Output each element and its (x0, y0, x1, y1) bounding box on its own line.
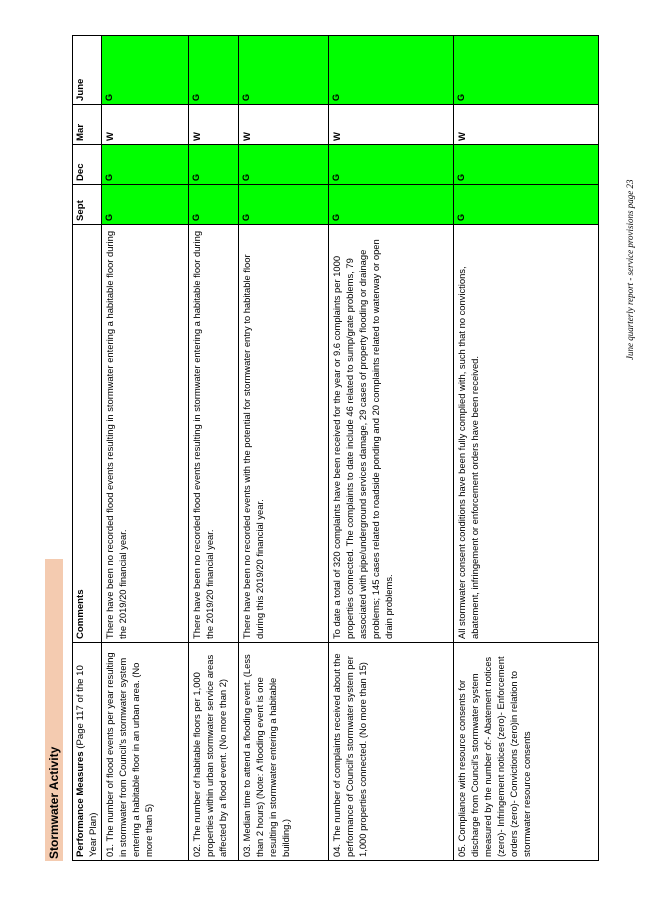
header-measure-sub: (Page 117 of the 10 Year Plan) (75, 665, 99, 857)
measure-cell: 04. The number of complaints received about the performance of Council's stormwater system per 1,000 properties connected. (No more than 15) (329, 643, 454, 861)
status-dec: G (102, 145, 189, 185)
status-mar: W (189, 105, 239, 145)
table-row (102, 36, 189, 861)
status-mar: W (239, 105, 329, 145)
status-sept: G (189, 185, 239, 225)
status-sept: G (102, 185, 189, 225)
status-dec: G (239, 145, 329, 185)
status-dec: G (454, 145, 599, 185)
header-comments: Comments (73, 225, 102, 643)
table-header-row (73, 36, 102, 861)
comment-cell: There have been no recorded flood events resulting in stormwater entering a habitable floor during the 2019/20 financial year. (189, 225, 239, 643)
table-row (454, 36, 599, 861)
header-sept: Sept (73, 185, 102, 225)
header-measure (73, 643, 102, 861)
status-june: G (102, 36, 189, 105)
table-row (239, 36, 329, 861)
status-mar: W (329, 105, 454, 145)
measure-cell: 01. The number of flood events per year resulting in stormwater from Council's stormwater system entering a habitable floor in an urban area. (No more than 5) (102, 643, 189, 861)
comment-cell: There have been no recorded events with the potential for stormwater entry to habitable floor during this 2019/20 financial year. (239, 225, 329, 643)
table-row (189, 36, 239, 861)
comment-cell: There have been no recorded flood events resulting in stormwater entering a habitable floor during the 2019/20 financial year. (102, 225, 189, 643)
measure-cell: 05. Compliance with resource consents for discharge from Council's stormwater system measured by the number of:- Abatement notices (zero)- Infringement notices (zero)- Enforcement orders (zero)- Convictions (zero)in relation to stormwater resource consents (454, 643, 599, 861)
header-june: June (73, 36, 102, 105)
header-measure-label: Performance Measures (75, 751, 86, 857)
measure-cell: 02. The number of habitable floors per 1,000 properties within urban stormwater service areas affected by a flood event. (No more than 2) (189, 643, 239, 861)
status-mar: W (454, 105, 599, 145)
status-june: G (329, 36, 454, 105)
comment-cell: To date a total of 320 complaints have been received for the year or 9.6 complaints per 1000 properties connected. The complaints to date include 46 related to sump/grate problems, 79 associated with pipe/underground services damage, 29 cases of property flooding or drainage problems; 145 cases related to roadside ponding and 20 complaints related to waterway or open drain problems. (329, 225, 454, 643)
comment-cell: All stormwater consent conditions have been fully complied with, such that no convictions, abatement, infringement or enforcement orders have been received. (454, 225, 599, 643)
status-mar: W (102, 105, 189, 145)
table-row (329, 36, 454, 861)
performance-table (72, 35, 599, 861)
status-dec: G (189, 145, 239, 185)
header-mar: Mar (73, 105, 102, 145)
status-sept: G (329, 185, 454, 225)
status-sept: G (239, 185, 329, 225)
status-dec: G (329, 145, 454, 185)
header-dec: Dec (73, 145, 102, 185)
status-sept: G (454, 185, 599, 225)
page-footer: June quarterly report - service provisions page 23 (625, 179, 635, 360)
section-title: Stormwater Activity (45, 559, 63, 861)
status-june: G (189, 36, 239, 105)
measure-cell: 03. Median time to attend a flooding event. (Less than 2 hours) (Note: A flooding event is one resulting in stormwater entering a habitable building.) (239, 643, 329, 861)
status-june: G (454, 36, 599, 105)
status-june: G (239, 36, 329, 105)
